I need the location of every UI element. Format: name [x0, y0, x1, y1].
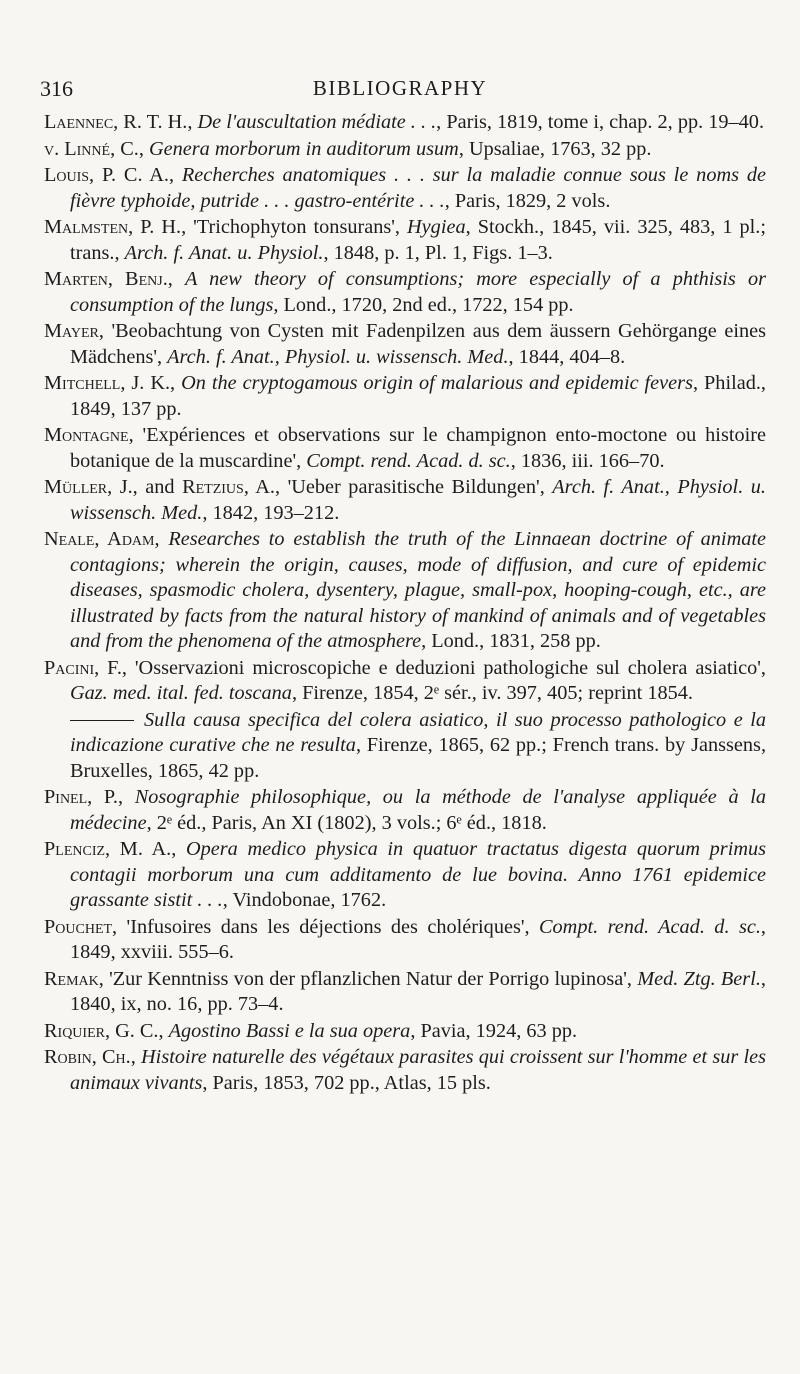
page-number: 316	[40, 76, 73, 101]
bib-entry-robin: Robin, Ch., Histoire naturelle des végétaux parasites qui croissent sur l'homme et sur les animaux vivants, Paris, 1853, 702 pp., Atlas, 15 pls.	[44, 1046, 766, 1094]
bib-entry-pouchet: Pouchet, 'Infusoires dans les déjections des cholériques', Compt. rend. Acad. d. sc., 1849, xxviii. 555–6.	[44, 915, 766, 963]
bib-entry-linne: v. Linné, C., Genera morborum in auditorum usum, Upsaliae, 1763, 32 pp.	[44, 137, 652, 160]
bib-entry-mayer: Mayer, 'Beobachtung von Cysten mit Fadenpilzen aus dem äussern Gehörgange eines Mädchens', Arch. f. Anat., Physiol. u. wissensch. Med., 1844, 404–8.	[44, 320, 766, 368]
bib-entry-malmsten: Malmsten, P. H., 'Trichophyton tonsurans', Hygiea, Stockh., 1845, vii. 325, 483, 1 pl.; trans., Arch. f. Anat. u. Physiol., 1848, p. 1, Pl. 1, Figs. 1–3.	[44, 216, 767, 264]
bibliography-list	[44, 110, 766, 1097]
bib-entry-pacini-continued: Sulla causa specifica del colera asiatico, il suo processo pathologico e la indicazione curative che ne resulta, Firenze, 1865, 62 pp.; French trans. by Janssens, Bruxelles, 1865, 42 pp.	[70, 708, 767, 782]
bib-entry-marten: Marten, Benj., A new theory of consumptions; more especially of a phthisis or consumption of the lungs, Lond., 1720, 2nd ed., 1722, 154 pp.	[44, 268, 766, 316]
bib-entry-remak: Remak, 'Zur Kenntniss von der pflanzlichen Natur der Porrigo lupinosa', Med. Ztg. Berl., 1840, ix, no. 16, pp. 73–4.	[44, 967, 766, 1015]
bib-entry-mitchell: Mitchell, J. K., On the cryptogamous origin of malarious and epidemic fevers, Philad., 1849, 137 pp.	[44, 372, 766, 420]
bib-entry-riquier: Riquier, G. C., Agostino Bassi e la sua opera, Pavia, 1924, 63 pp.	[44, 1019, 578, 1042]
page-header	[40, 76, 760, 106]
bib-entry-plenciz: Plenciz, M. A., Opera medico physica in quatuor tractatus digesta quorum primus contagii morborum una cum additamento de lue bovina. Anno 1761 epidemice grassante sistit . . ., Vindobonae, 1762.	[44, 838, 767, 911]
bib-entry-muller-retzius: Müller, J., and Retzius, A., 'Ueber parasitische Bildungen', Arch. f. Anat., Physiol. u. wissensch. Med., 1842, 193–212.	[44, 476, 766, 524]
bib-entry-neale: Neale, Adam, Researches to establish the truth of the Linnaean doctrine of animate contagions; wherein the origin, causes, mode of diffusion, and cure of epidemic diseases, spasmodic cholera, dysentery, plague, small-pox, hooping-cough, etc., are illustrated by facts from the natural history of mankind of animals and of vegetables and from the phenomena of the atmosphere, Lond., 1831, 258 pp.	[44, 528, 766, 652]
bib-entry-pinel: Pinel, P., Nosographie philosophique, ou la méthode de l'analyse appliquée à la médecine, 2ᵉ éd., Paris, An XI (1802), 3 vols.; 6ᵉ éd., 1818.	[44, 786, 766, 834]
bib-entry-louis: Louis, P. C. A., Recherches anatomiques . . . sur la maladie connue sous le noms de fièvre typhoide, putride . . . gastro-entérite . . ., Paris, 1829, 2 vols.	[44, 164, 766, 212]
ditto-dash	[70, 720, 134, 721]
bib-entry-montagne: Montagne, 'Expériences et observations sur le champignon ento-moctone ou histoire botanique de la muscardine', Compt. rend. Acad. d. sc., 1836, iii. 166–70.	[44, 424, 766, 472]
running-head: BIBLIOGRAPHY	[312, 76, 488, 100]
bib-entry-laennec: Laennec, R. T. H., De l'auscultation médiate . . ., Paris, 1819, tome i, chap. 2, pp. 19–40.	[44, 111, 765, 133]
bib-entry-pacini: Pacini, F., 'Osservazioni microscopiche e deduzioni pathologiche sul cholera asiatico', Gaz. med. ital. fed. toscana, Firenze, 1854, 2ᵉ sér., iv. 397, 405; reprint 1854.	[44, 656, 766, 704]
